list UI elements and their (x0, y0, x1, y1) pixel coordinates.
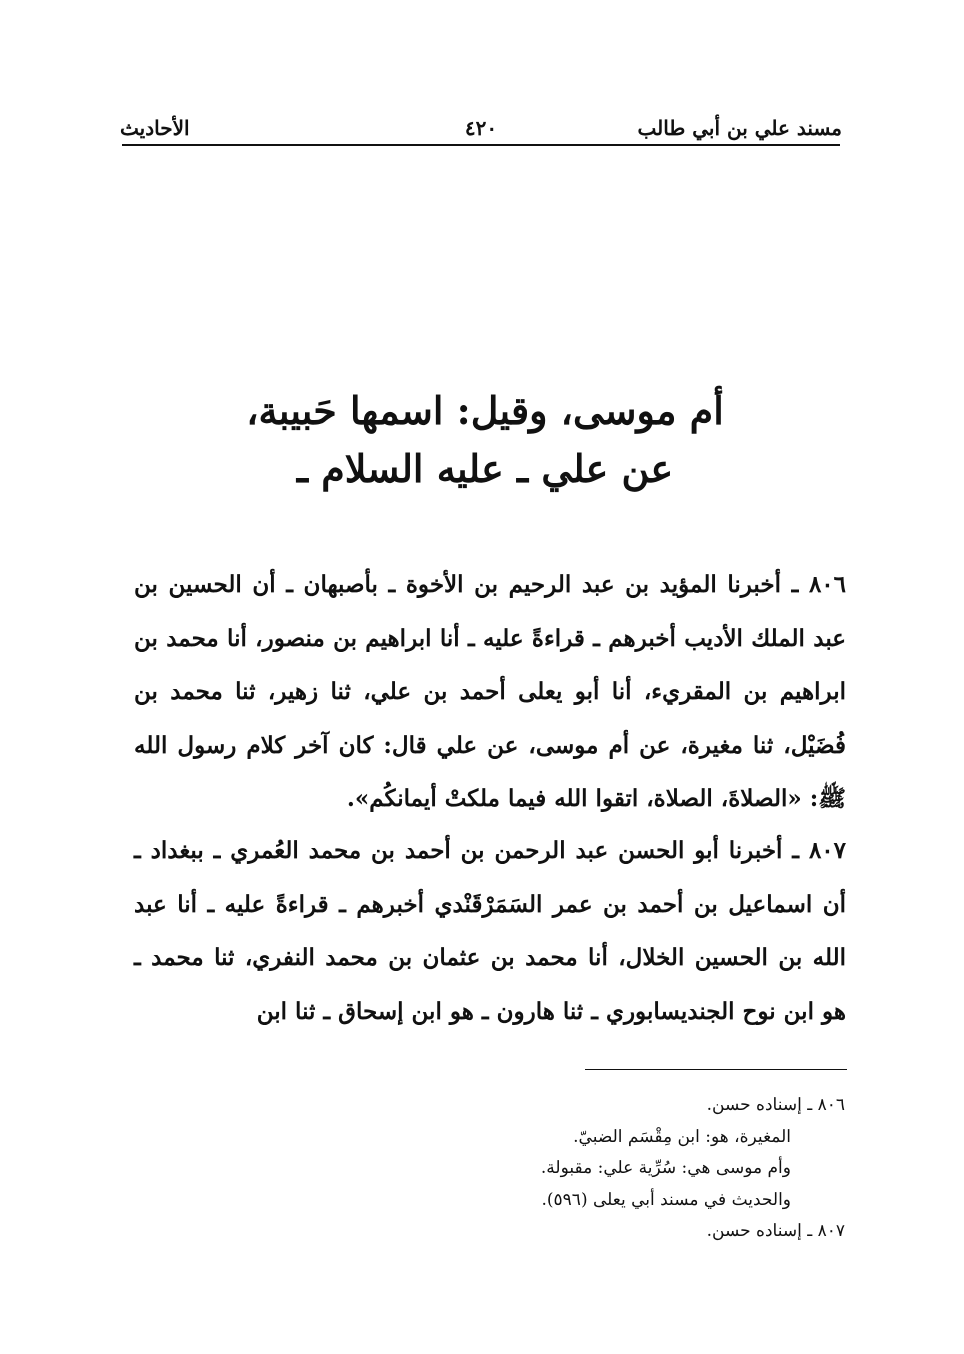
chapter-title-line-2: عن علي ـ عليه السلام ـ (296, 446, 674, 491)
section-name: الأحاديث (120, 116, 190, 140)
footnote-rule (585, 1069, 847, 1070)
hadith-number: ٨٠٦ (808, 571, 846, 598)
footnotes (300, 1090, 845, 1248)
hadith-806 (134, 558, 846, 826)
hadith-number: ٨٠٧ (808, 837, 846, 864)
footnote-line: ٨٠٧ ـ إسناده حسن. (706, 1221, 845, 1241)
running-header (120, 112, 842, 144)
header-rule (122, 144, 840, 146)
chapter-title-line-1: أم موسى، وقيل: اسمها حَبيبة، (246, 388, 724, 433)
hadith-text: ـ أخبرنا أبو الحسن عبد الرحمن بن أحمد بن محمد العُمري ـ ببغداد ـ أن اسماعيل بن أحمد بن عمر السَمَرْقَنْدي أخبرهم ـ قراءةً عليه ـ أنا عبد الله بن الحسين الخلال، أنا محمد بن عثمان بن محمد النفري، ثنا محمد ـ هو ابن نوح الجنديسابوري ـ ثنا هارون ـ هو ابن إسحاق ـ ثنا ابن (134, 837, 846, 1025)
hadith-text: ـ أخبرنا المؤيد بن عبد الرحيم بن الأخوة ـ بأصبهان ـ أن الحسين بن عبد الملك الأديب أخبرهم ـ قراءةً عليه ـ أنا ابراهيم بن منصور، أنا محمد بن ابراهيم بن المقريء، أنا أبو يعلى أحمد بن علي، ثنا زهير، ثنا محمد بن فُضَيْل، ثنا مغيرة، عن أم موسى، عن علي قال: كان آخر كلام رسول الله ﷺ: «الصلاةَ، الصلاة، اتقوا الله فيما ملكتْ أيمانكُم». (134, 571, 846, 812)
footnote-line: والحديث في مسند أبي يعلى (٥٩٦). (541, 1189, 791, 1210)
book-title: مسند علي بن أبي طالب (637, 116, 842, 140)
footnote-line: وأم موسى هي: سُرِّية علي: مقبولة. (540, 1158, 791, 1178)
footnote-line: ٨٠٦ ـ إسناده حسن. (706, 1095, 845, 1115)
chapter-title (140, 382, 830, 498)
footnote-line: المغيرة، هو: ابن مِقْسَم الضبيّ. (573, 1126, 791, 1147)
page-number: ٤٢٠ (464, 116, 498, 140)
hadith-807 (134, 824, 846, 1038)
